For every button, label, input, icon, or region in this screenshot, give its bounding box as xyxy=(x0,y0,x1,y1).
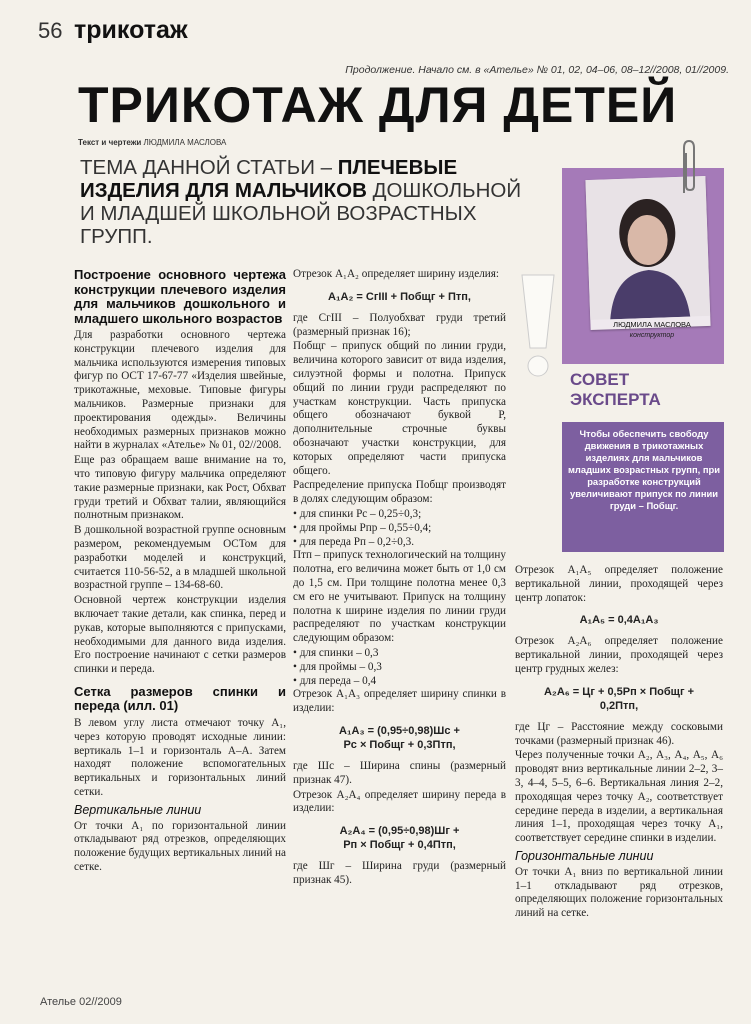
paragraph: Для разработки основного чертежа конструкции плечевого изделия для мальчика используются измерения типовых фигур по ОСТ 17-67-77 «Изделия швейные, трикотажные, меховые. Типовые фигуры мальчиков. Размерные признаки для проектирования одежды». Величины необходимых размерных признаков можно найти в журналах «Ателье» № 01, 02//2008. xyxy=(74,329,286,452)
lead-part1: ТЕМА ДАННОЙ СТАТЬИ – xyxy=(80,156,338,179)
paragraph: где Цг – Расстояние между сосковыми точками (размерный признак 46). xyxy=(515,720,723,747)
formula-line: А₂А₄ = (0,95÷0,98)Шг + xyxy=(339,825,460,838)
list-item: • для проймы Рпр – 0,55÷0,4; xyxy=(293,521,432,534)
expert-name: ЛЮДМИЛА МАСЛОВА xyxy=(613,320,691,329)
credits-name: ЛЮДМИЛА МАСЛОВА xyxy=(143,138,227,147)
advice-title-line1: СОВЕТ xyxy=(570,370,630,389)
formula: А₁А₅ = 0,4А₁А₃ xyxy=(579,614,659,627)
paragraph: От точки А₁ вниз по вертикальной линии 1–1 откладывают ряд отрезков, определяющих положение горизонтальных линий на сетке. xyxy=(515,865,723,920)
formula xyxy=(293,724,506,752)
heading-construction: Построение основного чертежа конструкции плечевого изделия для мальчиков дошкольного и младшего школьного возрастов xyxy=(74,267,286,326)
list-item: • для спинки Рс – 0,25÷0,3; xyxy=(293,507,422,520)
expert-role: конструктор xyxy=(629,332,675,339)
formula xyxy=(515,685,723,713)
footer: Ателье 02//2009 xyxy=(40,996,122,1008)
paragraph: От точки А₁ по горизонтальной линии откладывают ряд отрезков, определяющих положение будущих вертикальных линий на сетке. xyxy=(74,819,286,873)
paragraph: Отрезок А₂А₆ определяет положение вертикальной линии, проходящей через центр грудных желез: xyxy=(515,635,723,675)
section-title: трикотаж xyxy=(74,16,188,44)
expert-photo xyxy=(585,176,710,330)
formula-line: Рп × Побщг + 0,4Птп, xyxy=(343,839,456,852)
exclamation-icon xyxy=(512,270,562,380)
formula: А₁А₂ = СгIII + Побщг + Птп, xyxy=(328,290,471,303)
list-item: • для переда Рп – 0,2÷0,3. xyxy=(293,535,415,548)
lead-part2: ПЛЕЧЕВЫЕ ИЗДЕЛИЯ ДЛЯ МАЛЬЧИКОВ xyxy=(80,156,458,202)
formula-line: А₁А₃ = (0,95÷0,98)Шс + xyxy=(339,724,460,737)
paragraph: Основной чертеж конструкции изделия включает такие детали, как спинка, перед и рукав, которые выполняются с припусками, необходимыми для данного вида изделия. Его построение начинают с сетки размеров спинки и переда. xyxy=(74,594,286,676)
formula-line: Рс × Побщг + 0,3Птп, xyxy=(343,738,456,751)
paragraph: Отрезок А₂А₄ определяет ширину переда в изделии: xyxy=(293,788,506,815)
advice-title-line2: ЭКСПЕРТА xyxy=(570,390,661,409)
heading-vertical-lines: Вертикальные линии xyxy=(74,802,202,817)
advice-title xyxy=(570,370,730,410)
heading-grid: Сетка размеров спинки и переда (илл. 01) xyxy=(74,683,286,714)
list-item: • для переда – 0,4 xyxy=(293,674,377,687)
paragraph: Побщг – припуск общий по линии груди, величина которого зависит от вида изделия, силуэтной формы и полотна. Припуск общий по линии груди распределяют по участкам конструкции. Часть припуска общего обозначают буквой Р, дополнительные строчные буквы обозначают участки конструкции, для которых определяют части припуска общего. xyxy=(293,340,506,477)
paragraph: Распределение припуска Побщг производят в долях следующим образом: xyxy=(293,479,506,506)
article-title: ТРИКОТАЖ ДЛЯ ДЕТЕЙ xyxy=(78,77,678,133)
paragraph: где СгIII – Полуобхват груди третий (размерный признак 16); xyxy=(293,311,506,338)
lead-paragraph xyxy=(80,156,530,248)
paragraph: Через полученные точки А₂, А₃, А₄, А₅, А₆ проводят вниз вертикальные линии 2–2, 3–3, 4–4, 5–5, 6–6. Вертикальная линия 2–2, проходящая через точку А₂, соответствует середине переда в изделии, а вертикальная линия 1–1, проходящая через точку А₁, соответствует середине спинки в изделии. xyxy=(515,749,723,845)
paragraph: Отрезок А₁А₅ определяет положение вертикальной линии, проходящей через центр лопаток: xyxy=(515,564,723,604)
list-item: • для проймы – 0,3 xyxy=(293,660,382,673)
credits xyxy=(78,138,226,147)
paragraph: где Шс – Ширина спины (размерный признак 47). xyxy=(293,759,506,786)
paragraph: Отрезок А₁А₃ определяет ширину спинки в изделии: xyxy=(293,688,506,715)
formula-line: А₂А₆ = Цг + 0,5Рп × Побщг + xyxy=(543,685,695,698)
paragraph: В левом углу листа отмечают точку А₁, через которую проводят исходные линии: вертикаль 1–1 и горизонталь А–А. Затем находят положение вспомогательных вертикальных и горизонтальных линий сетки. xyxy=(74,716,286,798)
paragraph: Отрезок А₁А₂ определяет ширину изделия: xyxy=(293,268,500,280)
list xyxy=(293,647,506,688)
column-3 xyxy=(515,564,723,922)
paragraph: В дошкольной возрастной группе основным размером, рекомендуемым ОСТом для разработки моделей и конструкций, считается 110-56-52, а в младшей школьной возрастной группе – 134-68-60. xyxy=(74,524,286,592)
column-1 xyxy=(74,268,286,876)
paperclip-icon xyxy=(676,138,702,198)
advice-text: Чтобы обеспечить свободу движения в трикотажных изделиях для мальчиков младших возрастных групп, при разработке конструкций увеличивают припуск по линии груди – Побщг. xyxy=(568,428,720,511)
heading-horizontal-lines: Горизонтальные линии xyxy=(515,848,654,863)
credits-label: Текст и чертежи xyxy=(78,138,142,147)
paragraph: где Шг – Ширина груди (размерный признак 45). xyxy=(293,860,506,886)
continued-note: Продолжение. Начало см. в «Ателье» № 01, 02, 04–06, 08–12//2008, 01//2009. xyxy=(345,64,729,76)
lead-part3: ДОШКОЛЬНОЙ И МЛАДШЕЙ ШКОЛЬНОЙ ВОЗРАСТНЫХ ГРУПП. xyxy=(80,179,522,248)
list-item: • для спинки – 0,3 xyxy=(293,646,379,659)
column-2 xyxy=(293,268,506,889)
formula xyxy=(293,824,506,852)
page-number: 56 xyxy=(38,18,63,43)
list xyxy=(293,508,506,549)
formula-line: 0,2Птп, xyxy=(599,699,639,712)
paragraph: Птп – припуск технологический на толщину полотна, его величина может быть от 1,0 см до 1,5 см. При толщине полотна менее 0,3 см его не учитывают. Припуск на толщину полотна к ширине изделия по линии груди распределяют по участкам конструкции следующим образом: xyxy=(293,549,506,645)
paragraph: Еще раз обращаем ваше внимание на то, что типовую фигуру мальчика определяют такие размерные признаки, как Рост, Обхват груди третий и Обхват талии, являющийся полнотным признаком. xyxy=(74,454,286,522)
